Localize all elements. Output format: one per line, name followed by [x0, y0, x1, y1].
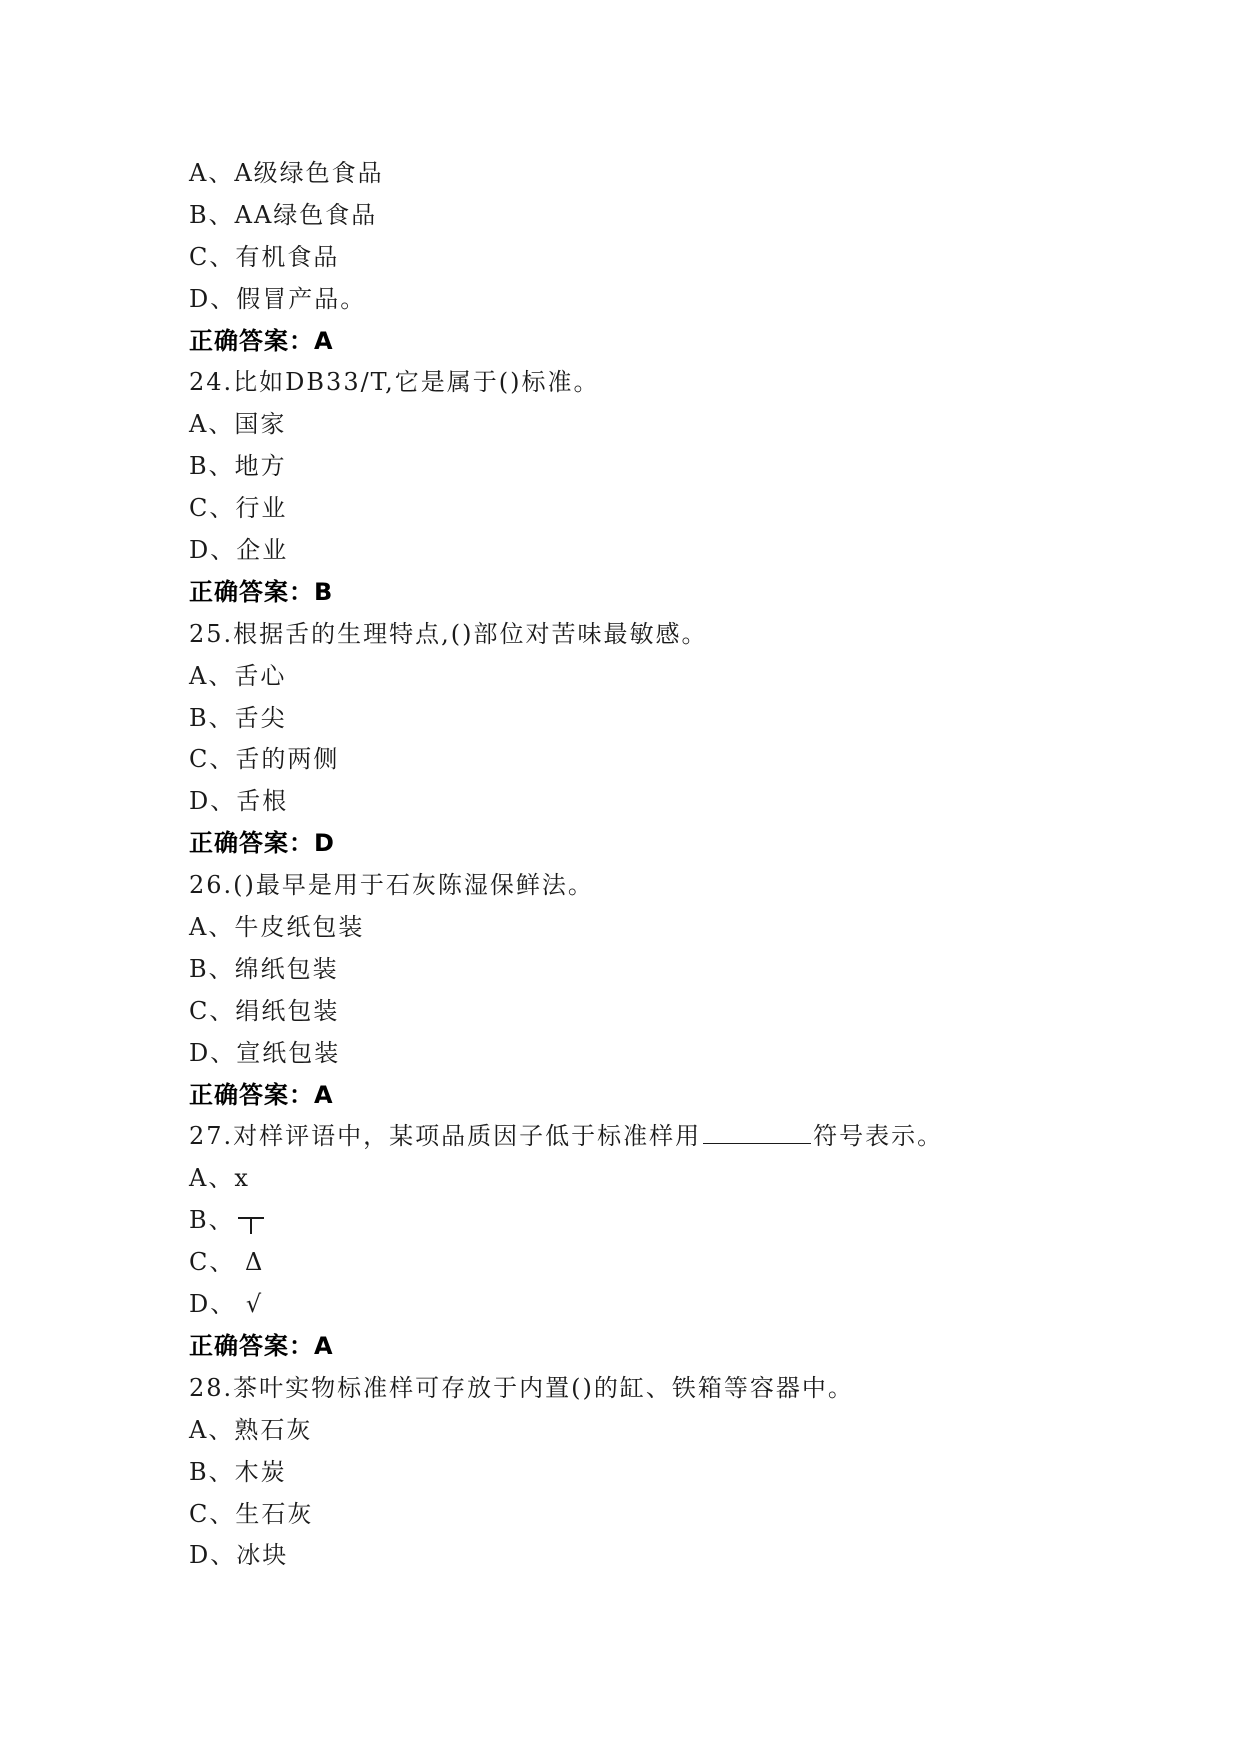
answer-option	[189, 1200, 1089, 1242]
answer-option: B、舌尖	[189, 703, 287, 732]
answer-option: B、木炭	[189, 1457, 287, 1486]
question-text	[189, 1116, 1089, 1158]
correct-answer: 正确答案：A	[189, 326, 334, 355]
answer-option: A、x	[189, 1164, 250, 1193]
question-text: 25.根据舌的生理特点,()部位对苦味最敏感。	[189, 619, 708, 648]
correct-answer: 正确答案：B	[189, 577, 334, 606]
correct-answer: 正确答案：D	[189, 829, 335, 858]
fill-in-blank-line	[703, 1121, 811, 1144]
question-text: 24.比如DB33/T,它是属于()标准。	[189, 368, 600, 397]
answer-option: B、地方	[189, 452, 287, 481]
answer-option: D、假冒产品。	[189, 284, 367, 313]
correct-answer: 正确答案：A	[189, 1080, 334, 1109]
answer-option: D、宣纸包装	[189, 1038, 341, 1067]
answer-option: A、A级绿色食品	[189, 159, 384, 187]
answer-option: D、 √	[189, 1290, 264, 1319]
answer-option: B、AA绿色食品	[189, 200, 378, 229]
answer-option: A、国家	[189, 410, 287, 439]
answer-option: D、舌根	[189, 787, 289, 816]
option-label: B、	[189, 1206, 235, 1235]
answer-option: D、冰块	[189, 1541, 289, 1570]
answer-option: C、 Δ	[189, 1248, 265, 1277]
answer-option: A、舌心	[189, 661, 287, 690]
answer-option: A、熟石灰	[189, 1415, 313, 1444]
answer-option: C、有机食品	[189, 242, 340, 271]
answer-option: C、生石灰	[189, 1499, 314, 1528]
question-text: 26.()最早是用于石灰陈湿保鲜法。	[189, 871, 594, 900]
answer-option: C、行业	[189, 494, 288, 523]
question-text-after-blank: 符号表示。	[813, 1122, 944, 1151]
answer-option: A、牛皮纸包装	[189, 913, 365, 942]
question-text-before-blank: 27.对样评语中，某项品质因子低于标准样用	[189, 1122, 702, 1151]
answer-option: C、舌的两侧	[189, 745, 340, 774]
question-text: 28.茶叶实物标准样可存放于内置()的缸、铁箱等容器中。	[189, 1373, 854, 1402]
correct-answer: 正确答案：A	[189, 1331, 334, 1360]
answer-option: C、绢纸包装	[189, 996, 340, 1025]
answer-option: B、绵纸包装	[189, 954, 339, 983]
question-list	[189, 153, 1089, 1577]
tee-symbol-icon	[237, 1210, 265, 1234]
answer-option: D、企业	[189, 536, 289, 565]
